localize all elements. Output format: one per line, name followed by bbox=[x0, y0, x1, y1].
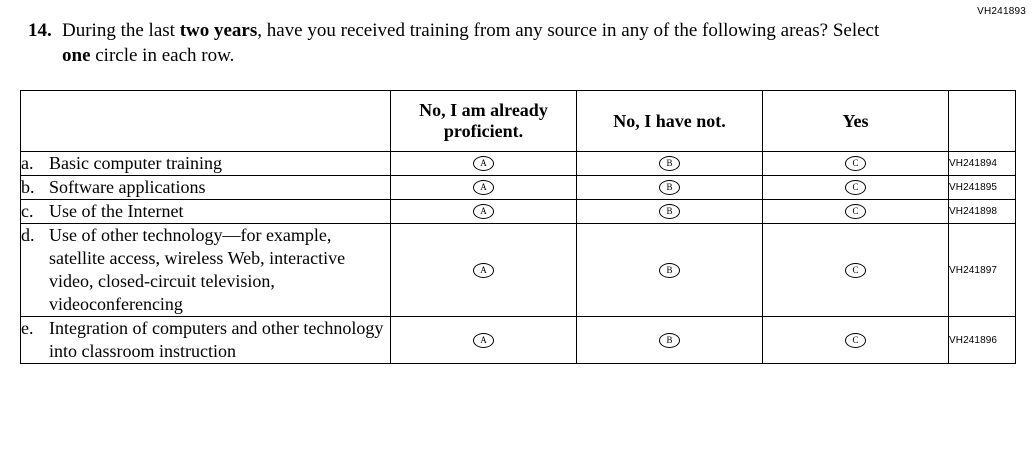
row-id-b: VH241895 bbox=[949, 176, 1016, 200]
bubble-c-1[interactable]: A bbox=[473, 204, 494, 219]
bubble-d-3[interactable]: C bbox=[845, 263, 866, 278]
row-label-c bbox=[21, 200, 391, 224]
row-text-d: Use of other technology—for example, satellite access, wireless Web, interactive video, closed-circuit television, videoconferencing bbox=[49, 225, 346, 314]
option-cell-e-yes[interactable] bbox=[763, 317, 949, 364]
question-number: 14. bbox=[28, 20, 52, 41]
option-cell-c-have-not[interactable] bbox=[577, 200, 763, 224]
bubble-b-3[interactable]: C bbox=[845, 180, 866, 195]
response-grid bbox=[20, 90, 1016, 364]
option-cell-c-yes[interactable] bbox=[763, 200, 949, 224]
question-bold-one: one bbox=[62, 45, 91, 66]
row-letter-c: c. bbox=[21, 201, 34, 221]
table-header-row bbox=[21, 91, 1016, 152]
bubble-c-3[interactable]: C bbox=[845, 204, 866, 219]
bubble-b-1[interactable]: A bbox=[473, 180, 494, 195]
row-text-e: Integration of computers and other technology into classroom instruction bbox=[49, 318, 384, 361]
form-id-top-right: VH241893 bbox=[977, 6, 1026, 17]
row-id-d: VH241897 bbox=[949, 224, 1016, 317]
option-cell-a-proficient[interactable] bbox=[391, 152, 577, 176]
row-text-c: Use of the Internet bbox=[49, 201, 184, 221]
header-option-proficient: No, I am already proficient. bbox=[391, 91, 577, 152]
question-bold-two-years: two years bbox=[179, 20, 258, 41]
header-blank-left bbox=[21, 91, 391, 152]
bubble-e-1[interactable]: A bbox=[473, 333, 494, 348]
header-option-yes: Yes bbox=[763, 91, 949, 152]
question-text-part1: During the last bbox=[62, 20, 180, 41]
header-option-have-not: No, I have not. bbox=[577, 91, 763, 152]
header-blank-right bbox=[949, 91, 1016, 152]
row-label-d bbox=[21, 224, 391, 317]
question-block bbox=[28, 18, 908, 68]
option-cell-d-have-not[interactable] bbox=[577, 224, 763, 317]
row-label-b bbox=[21, 176, 391, 200]
bubble-e-3[interactable]: C bbox=[845, 333, 866, 348]
row-label-a bbox=[21, 152, 391, 176]
table-row bbox=[21, 224, 1016, 317]
option-cell-d-proficient[interactable] bbox=[391, 224, 577, 317]
bubble-d-2[interactable]: B bbox=[659, 263, 680, 278]
question-text-part3: circle in each row. bbox=[90, 45, 235, 66]
row-letter-b: b. bbox=[21, 177, 35, 197]
bubble-a-2[interactable]: B bbox=[659, 156, 680, 171]
row-id-c: VH241898 bbox=[949, 200, 1016, 224]
table-row bbox=[21, 176, 1016, 200]
table-row bbox=[21, 317, 1016, 364]
option-cell-d-yes[interactable] bbox=[763, 224, 949, 317]
option-cell-e-have-not[interactable] bbox=[577, 317, 763, 364]
row-letter-d: d. bbox=[21, 225, 35, 245]
option-cell-b-proficient[interactable] bbox=[391, 176, 577, 200]
bubble-b-2[interactable]: B bbox=[659, 180, 680, 195]
bubble-c-2[interactable]: B bbox=[659, 204, 680, 219]
option-cell-c-proficient[interactable] bbox=[391, 200, 577, 224]
row-id-a: VH241894 bbox=[949, 152, 1016, 176]
row-text-a: Basic computer training bbox=[49, 153, 222, 173]
option-cell-e-proficient[interactable] bbox=[391, 317, 577, 364]
option-cell-a-have-not[interactable] bbox=[577, 152, 763, 176]
option-cell-b-have-not[interactable] bbox=[577, 176, 763, 200]
bubble-a-3[interactable]: C bbox=[845, 156, 866, 171]
row-id-e: VH241896 bbox=[949, 317, 1016, 364]
row-text-b: Software applications bbox=[49, 177, 206, 197]
table-row bbox=[21, 200, 1016, 224]
row-letter-a: a. bbox=[21, 153, 34, 173]
option-cell-a-yes[interactable] bbox=[763, 152, 949, 176]
option-cell-b-yes[interactable] bbox=[763, 176, 949, 200]
table-row bbox=[21, 152, 1016, 176]
question-text bbox=[62, 18, 908, 68]
row-label-e bbox=[21, 317, 391, 364]
bubble-a-1[interactable]: A bbox=[473, 156, 494, 171]
bubble-d-1[interactable]: A bbox=[473, 263, 494, 278]
question-text-part2: , have you received training from any source in any of the following areas? Select bbox=[257, 20, 880, 41]
row-letter-e: e. bbox=[21, 318, 34, 338]
bubble-e-2[interactable]: B bbox=[659, 333, 680, 348]
